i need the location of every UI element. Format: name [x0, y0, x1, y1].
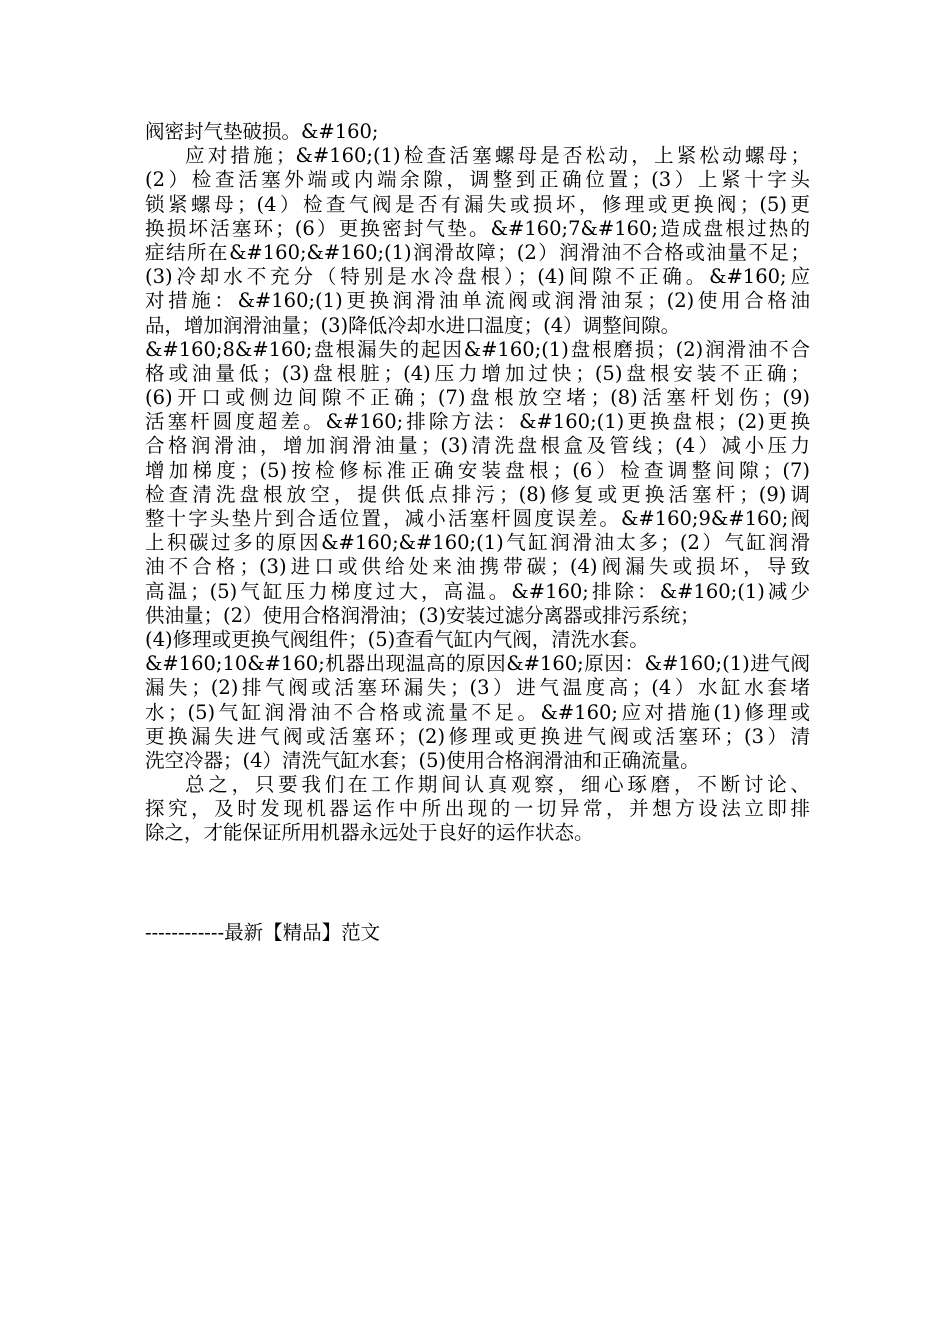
text-line: (2）检查活塞外端或内端余隙，调整到正确位置；(3）上紧十字头 — [145, 168, 810, 192]
text-line: 阀密封气垫破损。&#160; — [145, 120, 379, 143]
text-line: 活塞杆圆度超差。&#160;排除方法：&#160;(1)更换盘根；(2)更换 — [145, 410, 810, 434]
text-line: (6)开口或侧边间隙不正确；(7)盘根放空堵；(8)活塞杆划伤；(9) — [145, 386, 810, 410]
text-line: (4)修理或更换气阀组件；(5)查看气缸内气阀，清洗水套。 — [145, 627, 649, 651]
text-line: &#160;8&#160;盘根漏失的起因&#160;(1)盘根磨损；(2)润滑油不合 — [145, 337, 810, 361]
text-line: 洗空冷器；(4）清洗气缸水套；(5)使用合格润滑油和正确流量。 — [145, 748, 700, 772]
text-line: 油不合格；(3)进口或供给处来油携带碳；(4)阀漏失或损坏，导致 — [145, 555, 810, 579]
text-line: 品，增加润滑油量；(3)降低冷却水进口温度；(4）调整间隙。 — [145, 313, 681, 337]
text-line: 整十字头垫片到合适位置，减小活塞杆圆度误差。&#160;9&#160;阀 — [145, 507, 810, 530]
text-line: 症结所在&#160;&#160;(1)润滑故障；(2）润滑油不合格或油量不足； — [145, 240, 810, 264]
text-line: 探究，及时发现机器运作中所出现的一切异常，并想方设法立即排 — [145, 797, 810, 821]
text-line: (3)冷却水不充分（特别是水冷盘根）；(4)间隙不正确。&#160;应 — [145, 265, 810, 289]
text-line: 高温；(5)气缸压力梯度过大，高温。&#160;排除：&#160;(1)减少 — [145, 579, 810, 603]
footer-text: ------------最新【精品】范文 — [145, 921, 381, 944]
text-line: 锁紧螺母；(4）检查气阀是否有漏失或损坏，修理或更换阀；(5)更 — [145, 192, 810, 216]
text-line: 总之，只要我们在工作期间认真观察，细心琢磨，不断讨论、 — [185, 773, 810, 797]
paragraph-1 — [145, 120, 810, 144]
text-line: 除之，才能保证所用机器永远处于良好的运作状态。 — [145, 821, 594, 845]
text-line: 应对措施；&#160;(1)检查活塞螺母是否松动，上紧松动螺母； — [185, 144, 810, 168]
text-line: 对措施：&#160;(1)更换润滑油单流阀或润滑油泵；(2)使用合格油 — [145, 289, 810, 313]
text-line: 上积碳过多的原因&#160;&#160;(1)气缸润滑油太多；(2）气缸润滑 — [145, 531, 810, 555]
paragraph-3 — [145, 773, 810, 846]
text-line: 合格润滑油，增加润滑油量；(3)清洗盘根盒及管线；(4）减小压力 — [145, 434, 810, 458]
text-line: &#160;10&#160;机器出现温高的原因&#160;原因：&#160;(1)进气阀 — [145, 652, 810, 676]
text-line: 漏失；(2)排气阀或活塞环漏失；(3）进气温度高；(4）水缸水套堵 — [145, 676, 810, 700]
text-line: 供油量；(2）使用合格润滑油；(3)安装过滤分离器或排污系统； — [145, 603, 700, 627]
document-body — [145, 120, 810, 846]
text-line: 增加梯度；(5)按检修标准正确安装盘根；(6）检查调整间隙；(7) — [145, 458, 810, 482]
text-line: 更换漏失进气阀或活塞环；(2)修理或更换进气阀或活塞环；(3）清 — [145, 724, 810, 748]
text-line: 格或油量低；(3)盘根脏；(4)压力增加过快；(5)盘根安装不正确； — [145, 361, 810, 385]
text-line: 检查清洗盘根放空，提供低点排污；(8)修复或更换活塞杆；(9)调 — [145, 482, 810, 506]
text-line: 水；(5)气缸润滑油不合格或流量不足。&#160;应对措施(1)修理或 — [145, 700, 810, 724]
text-line: 换损坏活塞环；(6）更换密封气垫。&#160;7&#160;造成盘根过热的 — [145, 216, 810, 240]
paragraph-2 — [145, 144, 810, 773]
